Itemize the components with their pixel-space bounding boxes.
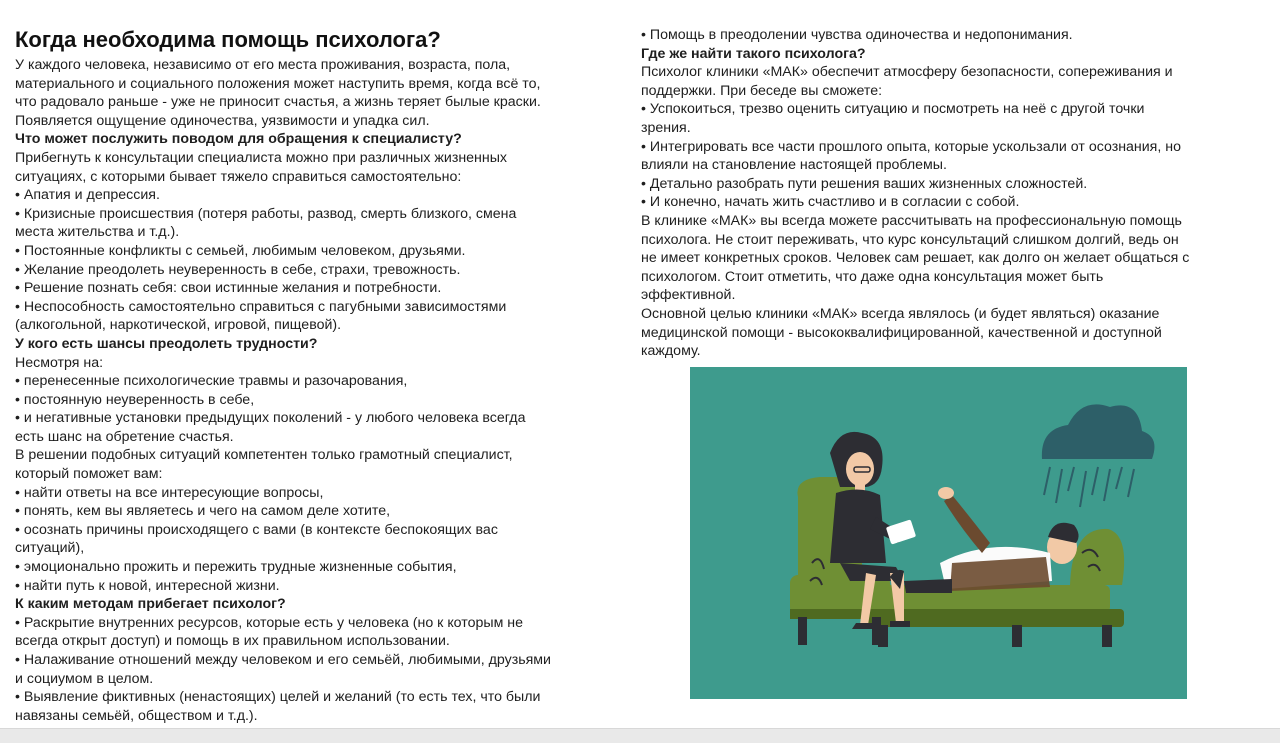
text-line: • И конечно, начать жить счастливо и в согласии с собой. [641,194,1020,211]
text-line: • Выявление фиктивных (ненастоящих) целей и желаний (то есть тех, что были [15,689,541,706]
text-line: • Раскрытие внутренних ресурсов, которые есть у человека (но к которым не [15,614,523,631]
page-title: Когда необходима помощь психолога? [15,27,441,52]
text-line: ситуациях, с которыми бывает тяжело справиться самостоятельно: [15,168,462,185]
text-line: В решении подобных ситуаций компетентен только грамотный специалист, [15,447,513,464]
text-line: • Постоянные конфликты с семьей, любимым человеком, друзьями. [15,242,466,259]
text-line: каждому. [641,343,701,360]
section-heading: Где же найти такого психолога? [641,45,866,62]
right-text [641,26,1271,361]
text-line: • найти путь к новой, интересной жизни. [15,577,280,594]
text-line: что радовало раньше - уже не приносит счастья, а жизнь теряет былые краски. [15,94,541,111]
text-line: места жительства и т.д.). [15,224,180,241]
left-text [15,56,627,725]
text-line: всегда открыт доступ) и помощь в их правильном использовании. [15,633,450,650]
section-heading: У кого есть шансы преодолеть трудности? [15,335,318,352]
text-line: • найти ответы на все интересующие вопросы, [15,484,324,501]
text-line: • Успокоиться, трезво оценить ситуацию и посмотреть на неё с другой точки [641,101,1145,118]
therapy-scene-image [690,367,1187,699]
text-line: ситуаций), [15,540,85,557]
text-line: зрения. [641,119,691,136]
text-line: • Апатия и депрессия. [15,187,160,204]
text-line: • эмоционально прожить и пережить трудные жизненные события, [15,559,457,576]
text-line: и социумом в целом. [15,670,154,687]
text-line: • и негативные установки предыдущих поколений - у любого человека всегда [15,410,526,427]
text-line: • осознать причины происходящего с вами (в контексте беспокоящих вас [15,521,498,538]
text-line: • Неспособность самостоятельно справиться с пагубными зависимостями [15,298,507,315]
patient-figure [890,487,1079,593]
text-line: материального и социального положения может наступить время, когда всё то, [15,75,541,92]
text-line: медицинской помощи - высококвалифицированной, качественной и доступной [641,324,1162,341]
text-line: навязаны семьёй, обществом и т.д.). [15,707,258,724]
text-line: • Кризисные происшествия (потеря работы, развод, смерть близкого, смена [15,205,517,222]
text-line: • перенесенные психологические травмы и разочарования, [15,373,408,390]
text-line: В клинике «МАК» вы всегда можете рассчитывать на профессиональную помощь [641,212,1182,229]
text-line: психолога. Не стоит переживать, что курс консультаций слишком долгий, ведь он [641,231,1179,248]
text-line: поддержки. При беседе вы сможете: [641,82,883,99]
text-line: Несмотря на: [15,354,104,371]
text-line: Прибегнуть к консультации специалиста можно при различных жизненных [15,149,508,166]
text-line: • Решение познать себя: свои истинные желания и потребности. [15,280,442,297]
text-line: Основной целью клиники «МАК» всегда являлось (и будет являться) оказание [641,305,1160,322]
text-line: • понять, кем вы являетесь и чего на самом деле хотите, [15,503,391,520]
text-line: • Налаживание отношений между человеком и его семьёй, любимыми, друзьями [15,652,551,668]
section-heading: К каким методам прибегает психолог? [15,596,286,613]
text-line: • Детально разобрать пути решения ваших жизненных сложностей. [641,175,1088,192]
left-column [15,26,627,725]
therapy-illustration [690,367,1187,699]
text-line: психологом. Стоит отметить, что даже одна консультация может быть [641,268,1104,285]
text-line: • Интегрировать все части прошлого опыта, которые ускользали от осознания, но [641,138,1181,155]
section-heading: Что может послужить поводом для обращения к специалисту? [15,131,462,148]
text-line: не имеет конкретных сроков. Человек сам решает, как долго он желает общаться с [641,250,1190,267]
text-line: • Помощь в преодолении чувства одиночества и недопонимания. [641,27,1073,43]
text-line: влияли на становление настоящей проблемы. [641,157,947,174]
right-column [641,26,1271,361]
text-line: который поможет вам: [15,466,163,483]
rain-cloud-icon [1042,404,1155,507]
text-line: • постоянную неуверенность в себе, [15,391,255,408]
text-line: Появляется ощущение одиночества, уязвимости и упадка сил. [15,112,430,129]
text-line: есть шанс на обретение счастья. [15,428,234,445]
text-line: У каждого человека, независимо от его места проживания, возраста, пола, [15,57,511,73]
text-line: • Желание преодолеть неуверенность в себе, страхи, тревожность. [15,261,461,278]
text-line: Психолог клиники «МАК» обеспечит атмосферу безопасности, сопереживания и [641,64,1173,81]
text-line: (алкогольной, наркотической, игровой, пищевой). [15,317,342,334]
text-line: эффективной. [641,287,736,304]
